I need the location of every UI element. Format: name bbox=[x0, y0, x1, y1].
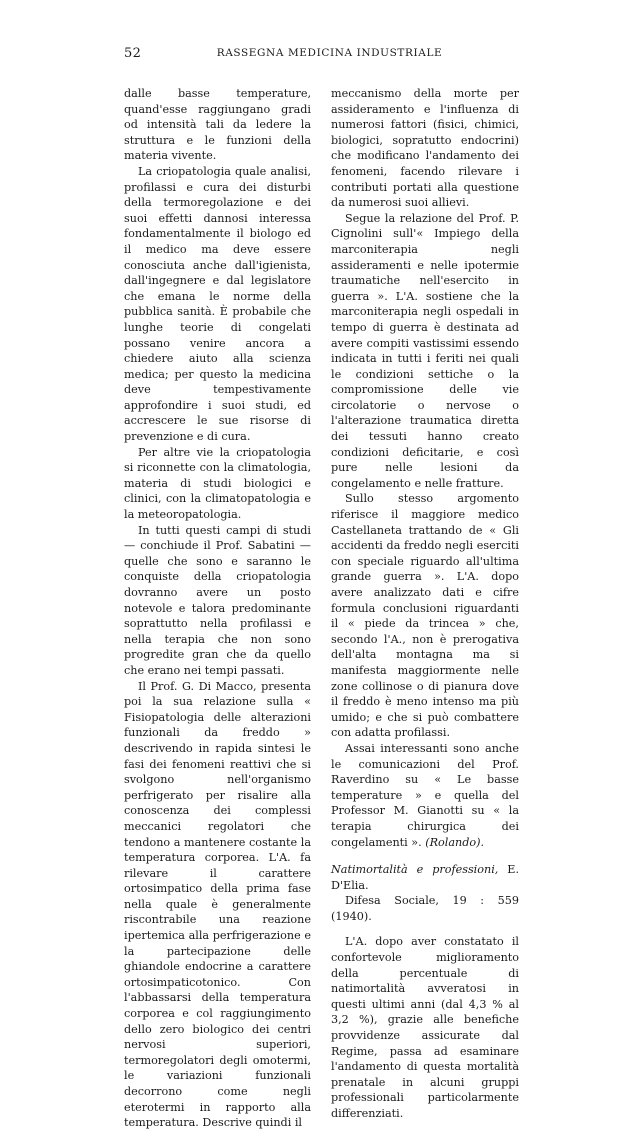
paragraph: L'A. dopo aver constatato il confortevole miglioramento della percentuale di natimortalità avveratosi in questi ultimi anni (dal 4,3 % al 3,2 %), grazie alle benefiche provvidenze assicurate dal Regime, passa ad esaminare l'andamento di questa mortalità prenatale in alcuni gruppi professionali particolarmente differenziati. bbox=[331, 935, 519, 1120]
reviewer-signature: (Rolando). bbox=[425, 835, 485, 849]
paragraph bbox=[331, 741, 519, 850]
paragraph: In tutti questi campi di studi — conchiude il Prof. Sabatini — quelle che sono e saranno le conquiste della criopatologia dovranno avere un posto notevole e talora predominante soprattutto nella profilassi e nella terapia che non sono progredite gran che da quello che erano nei tempi passati. bbox=[124, 523, 311, 677]
entry-citation: Difesa Sociale, 19 : 559 (1940). bbox=[331, 894, 519, 923]
paragraph: Il Prof. G. Di Macco, presenta poi la sua relazione sulla « Fisiopatologia delle alterazioni funzionali da freddo » descrivendo in rapida sintesi le fasi dei fenomeni reattivi che si svolgono nell'organismo perfrigerato per risalire alla conoscenza dei complessi meccanici regolatori che tendono a mantenere costante la temperatura corporea. L'A. fa rilevare il carattere ortosimpatico della prima fase nella quale è generalmente riscontrabile una reazione ipertemica alla perfrigerazione e la partecipazione delle ghiandole endocrine a carattere ortosimpaticotonico. Con l'abbassarsi della temperatura corporea e col raggiungimento dello zero biologico dei centri nervosi superiori, termoregolatori degli omotermi, le variazioni funzionali decorrono come negli eterotermi in rapporto alla temperatura. Descrive quindi il bbox=[124, 679, 311, 1130]
paragraph: meccanismo della morte per assideramento e l'influenza di numerosi fattori (fisici, chimici, biologici, sopratutto endocrini) che modificano l'andamento dei fenomeni, facendo rilevare i contributi portati alla questione da numerosi suoi allievi. bbox=[331, 87, 519, 210]
paragraph: Per altre vie la criopatologia si riconnette con la climatologia, materia di studi biologici e clinici, con la climatopatologia e la meteoropatologia. bbox=[124, 445, 311, 522]
paragraph: dalle basse temperature, quand'esse raggiungano gradi od intensità tali da ledere la struttura e le funzioni della materia vivente. bbox=[124, 87, 311, 163]
review-entry-heading bbox=[331, 862, 519, 893]
left-column bbox=[124, 86, 311, 1131]
page-number: 52 bbox=[124, 46, 142, 61]
right-column bbox=[331, 86, 519, 1122]
running-title: RASSEGNA MEDICINA INDUSTRIALE bbox=[216, 47, 443, 59]
paragraph: La criopatologia quale analisi, profilassi e cura dei disturbi della termoregolazione e dei suoi effetti dannosi interessa fondamentalmente il biologo ed il medico ma deve essere conosciuta anche dall'igienista, dall'ingegnere e dal legislatore che emana le norme della pubblica sanità. È probabile che lunghe teorie di congelati possano venire ancora a chiedere aiuto alla scienza medica; per questo la medicina deve tempestivamente approfondire i suoi studi, ed accrescere le sue risorse di prevenzione e di cura. bbox=[124, 164, 311, 444]
paragraph: Sullo stesso argomento riferisce il maggiore medico Castellaneta trattando de « Gli accidenti da freddo negli eserciti con speciale riguardo all'ultima grande guerra ». L'A. dopo avere analizzato dati e cifre formula conclusioni riguardanti il « piede da trincea » che, secondo l'A., non è prerogativa dell'alta montagna ma si manifesta maggiormente nelle zone collinose o di pianura dove il freddo è meno intenso ma più umido; e che si può combattere con adatta profilassi. bbox=[331, 492, 519, 740]
paragraph: Segue la relazione del Prof. P. Cignolini sull'« Impiego della marconiterapia negli assideramenti e nelle ipotermie traumatiche nell'esercito in guerra ». L'A. sostiene che la marconiterapia negli ospedali in tempo di guerra è destinata ad avere compiti vastissimi essendo indicata in tutti i feriti nei quali le condizioni settiche o la compromissione delle vie circolatorie o nervose o l'alterazione traumatica diretta dei tessuti hanno creato condizioni deficitarie, e così pure nelle lesioni da congelamento e nelle fratture. bbox=[331, 211, 519, 490]
paragraph-text: Assai interessanti sono anche le comunicazioni del Prof. Raverdino su « Le basse temperature » e quella del Professor M. Gianotti su « la terapia chirurgica dei congelamenti ». bbox=[331, 741, 519, 849]
entry-author: E. D'Elia. bbox=[331, 863, 519, 892]
entry-title: Natimortalità e professioni, bbox=[331, 863, 499, 877]
